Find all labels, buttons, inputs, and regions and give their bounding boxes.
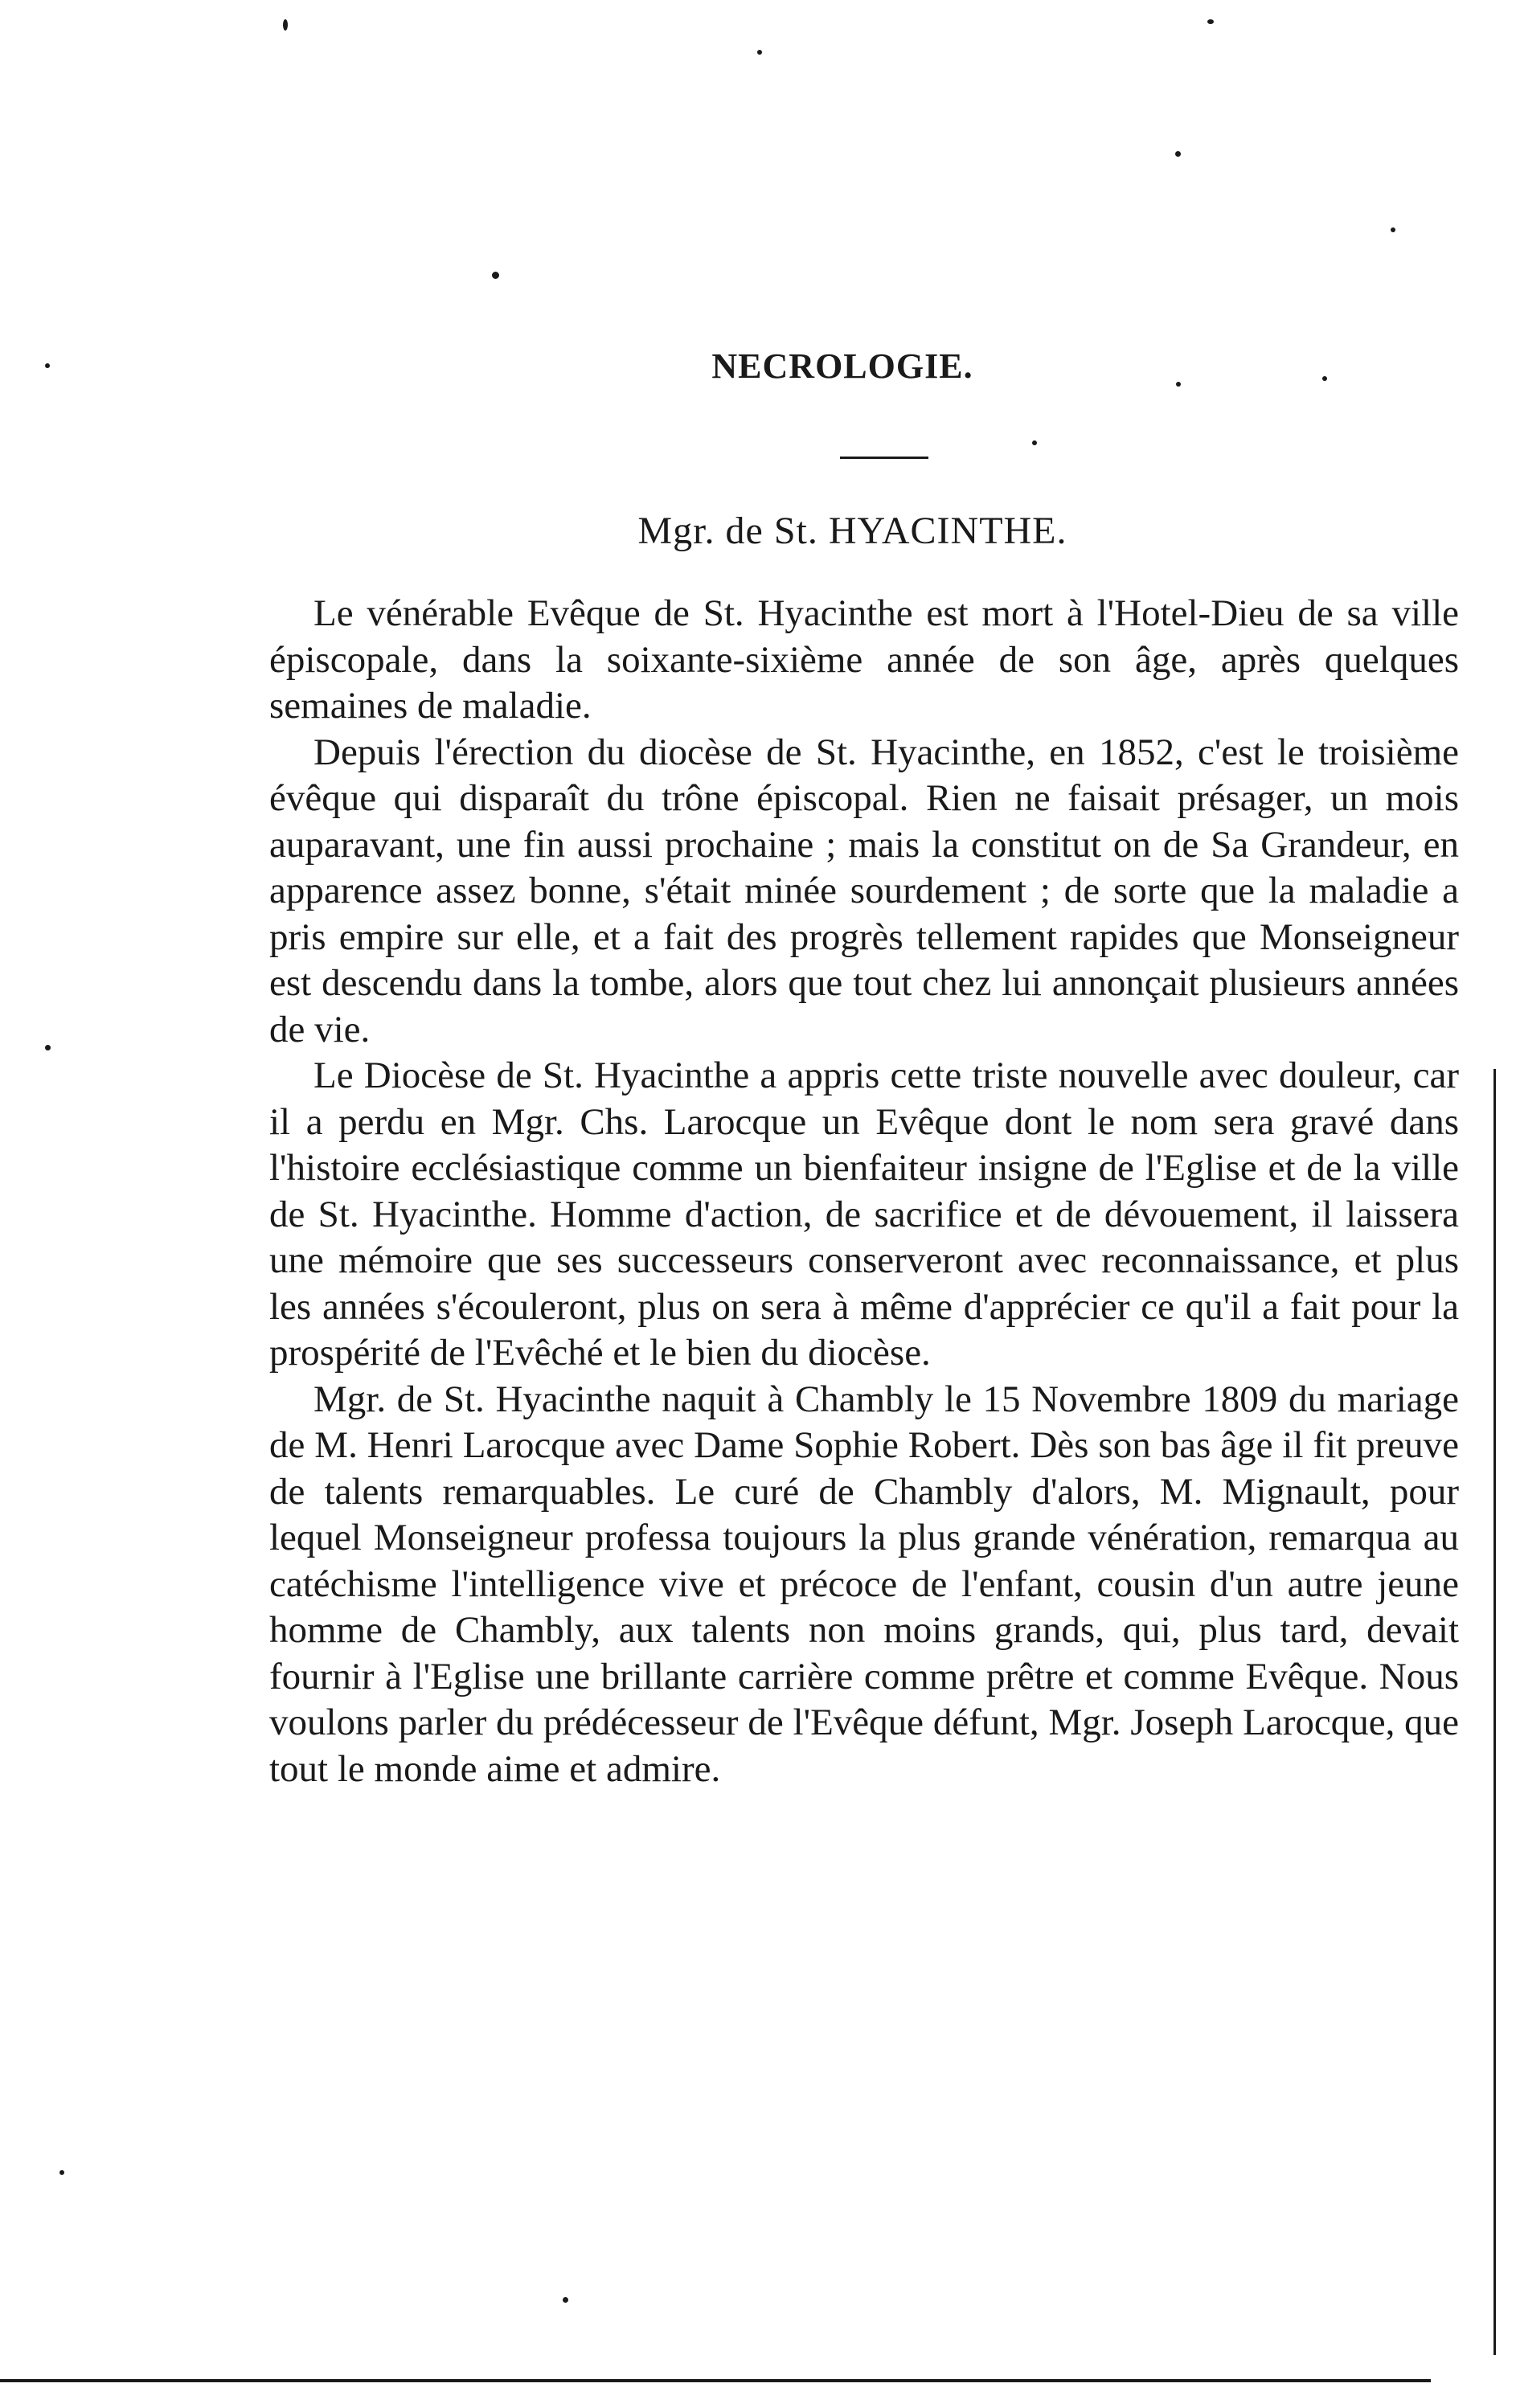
scan-speck	[1207, 19, 1214, 24]
paragraph: Mgr. de St. Hyacinthe naquit à Chambly le 15 Novembre 1809 du mariage de M. Henri Larocque avec Dame Sophie Robert. Dès son bas âge il fit preuve de talents remarquables. Le curé de Chambly d'alors, M. Mignault, pour lequel Monseigneur professa toujours la plus grande vénération, remarqua au catéchisme l'intelligence vive et précoce de l'enfant, cousin d'un autre jeune homme de Chambly, aux talents non moins grands, qui, plus tard, devait fournir à l'Eglise une brillante carrière comme prêtre et comme Evêque. Nous voulons parler du prédécesseur de l'Evêque défunt, Mgr. Joseph Larocque, que tout le monde aime et admire.	[269, 1378, 1459, 1790]
article-subtitle: Mgr. de St. HYACINTHE.	[637, 510, 1067, 552]
scan-speck	[1391, 227, 1395, 232]
scan-speck	[1175, 151, 1181, 157]
title-rule	[840, 457, 928, 459]
paragraph: Le Diocèse de St. Hyacinthe a appris cette triste nouvelle avec douleur, car il a perdu en Mgr. Chs. Larocque un Evêque dont le nom sera gravé dans l'histoire ecclésiastique comme un bienfaiteur insigne de l'Eglise et de la ville de St. Hyacinthe. Homme d'action, de sacrifice et de dévouement, il laissera une mémoire que ses successeurs conserveront avec reconnaissance, et plus les années s'écouleront, plus on sera à même d'apprécier ce qu'il a fait pour la prospérité de l'Evêché et le bien du diocèse.	[269, 1055, 1459, 1374]
page-bottom-rule	[0, 2379, 1431, 2382]
page-edge-line	[1493, 1069, 1496, 2355]
scan-speck	[492, 272, 499, 279]
section-title: NECROLOGIE.	[711, 346, 973, 386]
scan-speck	[59, 2170, 64, 2175]
scan-speck	[1032, 440, 1037, 445]
paragraph: Le vénérable Evêque de St. Hyacinthe est mort à l'Hotel-Dieu de sa ville épiscopale, dans la soixante-sixième année de son âge, après quelques semaines de maladie.	[269, 592, 1459, 727]
scan-speck	[45, 1045, 51, 1050]
scan-speck	[283, 19, 288, 31]
scan-speck	[757, 50, 762, 55]
paragraph: Depuis l'érection du diocèse de St. Hyacinthe, en 1852, c'est le troisième évêque qui disparaît du trône épiscopal. Rien ne faisait présager, un mois auparavant, une fin aussi prochaine ; mais la constitut on de Sa Grandeur, en apparence assez bonne, s'était minée sourdement ; de sorte que la maladie a pris empire sur elle, et a fait des progrès tellement rapides que Monseigneur est descendu dans la tombe, alors que tout chez lui annonçait plusieurs années de vie.	[269, 731, 1459, 1050]
scan-speck	[563, 2297, 568, 2303]
article-body	[269, 591, 1459, 1792]
